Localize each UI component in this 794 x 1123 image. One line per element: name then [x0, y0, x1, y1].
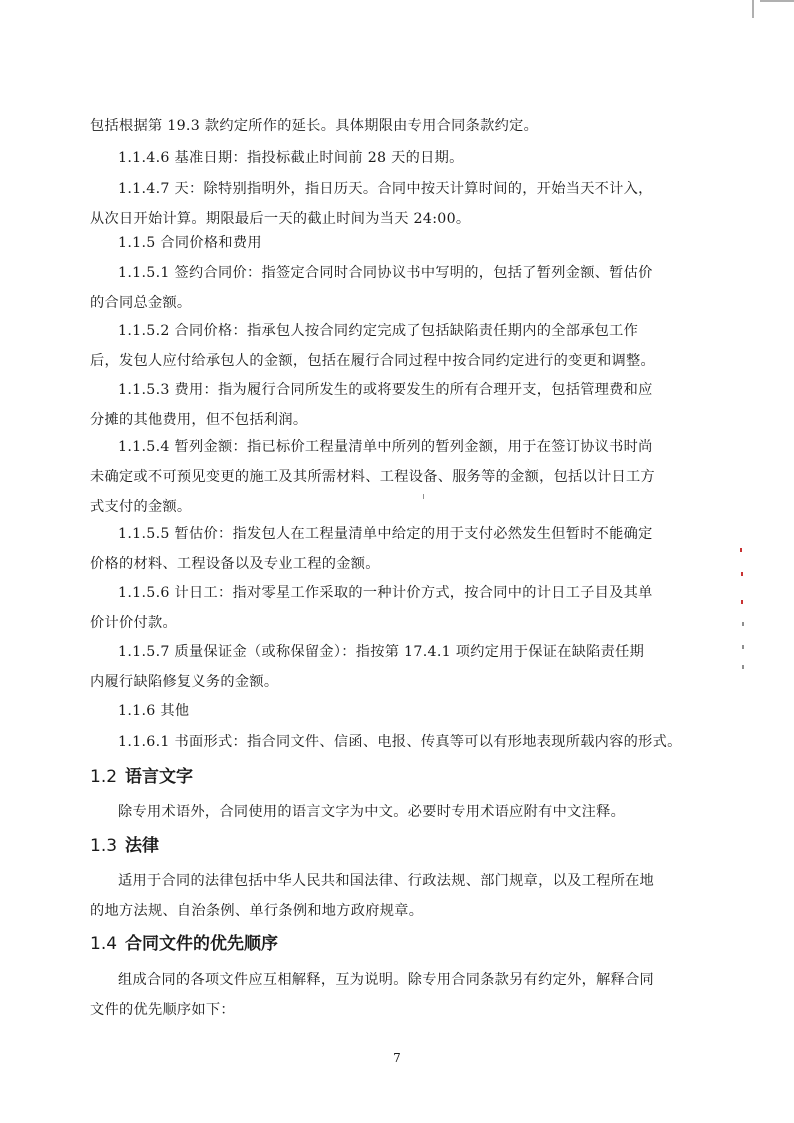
- section-number: 1.3: [90, 836, 118, 856]
- clause-1-1-4-6: 1.1.4.6 基准日期：指投标截止时间前 28 天的日期。: [118, 150, 464, 166]
- clause-1-1-5-3: 1.1.5.3 费用：指为履行合同所发生的或将要发生的所有合理开支，包括管理费和应分摊的其他费用，但不包括利润。: [90, 382, 653, 428]
- section-body-1-4: 组成合同的各项文件应互相解释，互为说明。除专用合同条款另有约定外，解释合同文件的优先顺序如下：: [90, 972, 655, 1018]
- scan-mark: [742, 622, 744, 626]
- clause-1-1-5-2: 1.1.5.2 合同价格：指承包人按合同约定完成了包括缺陷责任期内的全部承包工作后，发包人应付给承包人的金额，包括在履行合同过程中按合同约定进行的变更和调整。: [90, 323, 656, 369]
- section-heading-1-3: [90, 832, 159, 860]
- page-number: 7: [393, 1051, 401, 1065]
- scan-mark: [741, 572, 743, 576]
- section-body-1-3: 适用于合同的法律包括中华人民共和国法律、行政法规、部门规章，以及工程所在地的地方法规、自治条例、单行条例和地方政府规章。: [90, 873, 655, 919]
- scan-mark: [741, 600, 743, 604]
- section-number: 1.2: [90, 767, 118, 787]
- clause-1-1-5-1: 1.1.5.1 签约合同价：指签定合同时合同协议书中写明的，包括了暂列金额、暂估价的合同总金额。: [90, 265, 653, 311]
- clause-1-1-6: 1.1.6 其他: [118, 703, 190, 719]
- scan-edge-top: [760, 0, 794, 2]
- section-title: 语言文字: [125, 767, 194, 787]
- section-body-1-2: 除专用术语外，合同使用的语言文字为中文。必要时专用术语应附有中文注释。: [118, 804, 626, 820]
- clause-1-1-5-7: 1.1.5.7 质量保证金（或称保留金）：指按第 17.4.1 项约定用于保证在缺陷责任期内履行缺陷修复义务的金额。: [90, 644, 645, 690]
- section-heading-1-2: [90, 763, 193, 791]
- section-number: 1.4: [90, 934, 118, 954]
- scan-mark: [742, 645, 744, 649]
- scan-edge-right: [752, 0, 754, 18]
- clause-1-1-5-5: 1.1.5.5 暂估价：指发包人在工程量清单中给定的用于支付必然发生但暂时不能确定价格的材料、工程设备以及专业工程的金额。: [90, 526, 653, 572]
- section-title: 法律: [125, 836, 160, 856]
- clause-1-1-6-1: 1.1.6.1 书面形式：指合同文件、信函、电报、传真等可以有形地表现所载内容的形式。: [118, 734, 682, 750]
- clause-1-1-5-4: 1.1.5.4 暂列金额：指已标价工程量清单中所列的暂列金额，用于在签订协议书时尚未确定或不可预见变更的施工及其所需材料、工程设备、服务等的金额，包括以计日工方式支付的金额。: [90, 439, 656, 515]
- section-title: 合同文件的优先顺序: [125, 934, 279, 954]
- paragraph-continuation: 包括根据第 19.3 款约定所作的延长。具体期限由专用合同条款约定。: [90, 118, 539, 134]
- scan-mark: [740, 548, 742, 552]
- clause-1-1-5-6: 1.1.5.6 计日工：指对零星工作采取的一种计价方式，按合同中的计日工子目及其单价计价付款。: [90, 585, 653, 631]
- clause-1-1-5: 1.1.5 合同价格和费用: [118, 235, 262, 251]
- clause-1-1-4-7: 1.1.4.7 天：除特别指明外，指日历天。合同中按天计算时间的，开始当天不计入，从次日开始计算。期限最后一天的截止时间为当天 24:00。: [90, 181, 653, 227]
- section-heading-1-4: [90, 930, 278, 958]
- scan-mark: [742, 665, 744, 669]
